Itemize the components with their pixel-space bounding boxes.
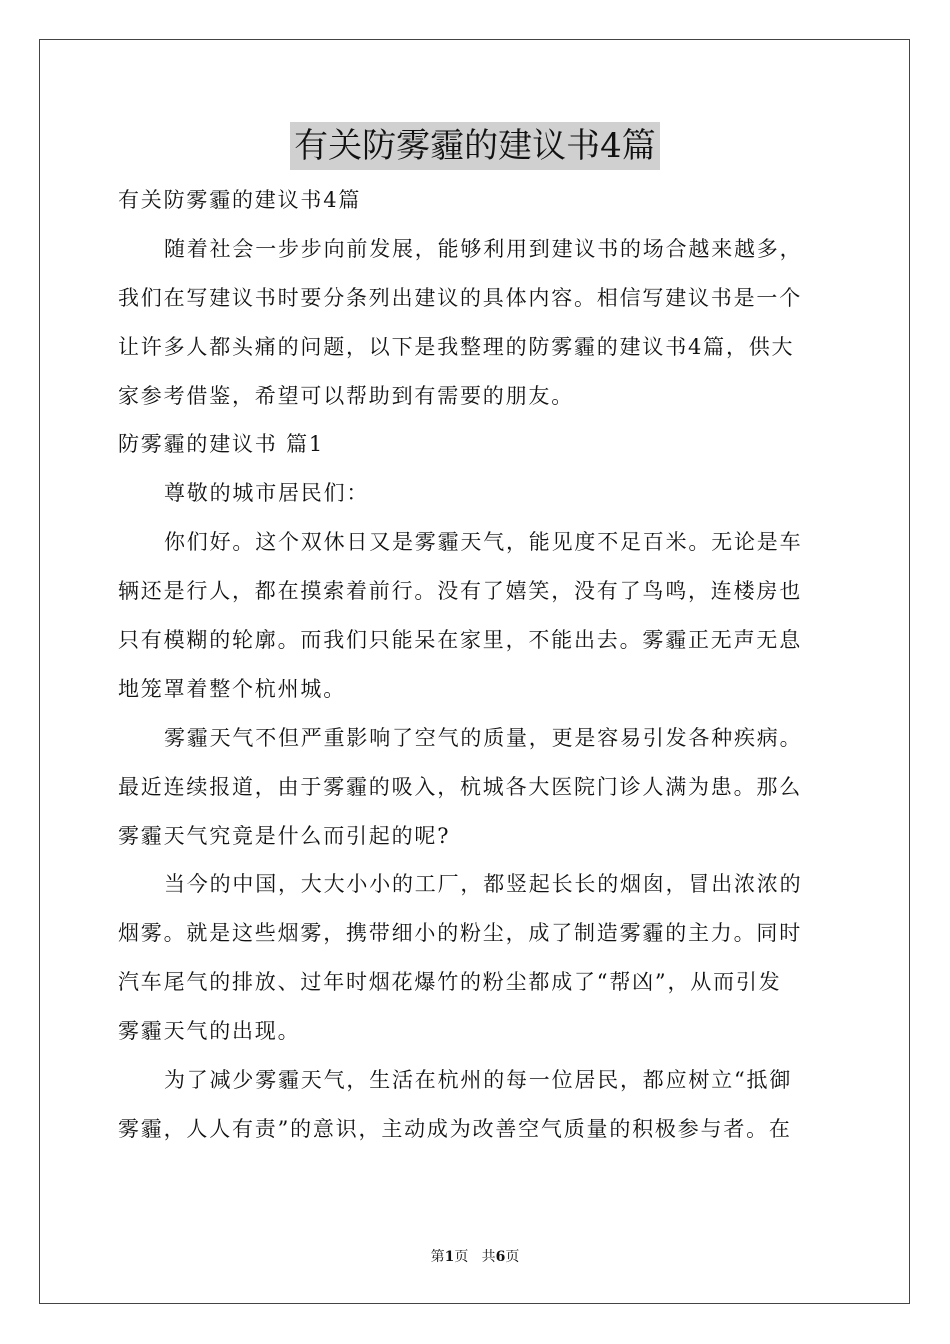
paragraph-line: 雾霾，人人有责”的意识，主动成为改善空气质量的积极参与者。在: [118, 1116, 792, 1141]
paragraph-line: 家参考借鉴，希望可以帮助到有需要的朋友。: [118, 383, 574, 408]
page-prefix: 第: [430, 1249, 445, 1265]
total-page-number: 6: [495, 1249, 506, 1265]
paragraph-line: 当今的中国，大大小小的工厂，都竖起长长的烟囱，冒出浓浓的: [164, 872, 803, 897]
paragraph-line: 只有模糊的轮廓。而我们只能呆在家里，不能出去。雾霾正无声无息: [118, 628, 802, 653]
page-suffix: 页: [454, 1249, 469, 1265]
current-page-number: 1: [444, 1249, 455, 1265]
paragraph-line: 地笼罩着整个杭州城。: [118, 676, 346, 701]
paragraph-line: 为了减少雾霾天气，生活在杭州的每一位居民，都应树立“抵御: [164, 1068, 793, 1093]
paragraph-line: 雾霾天气不但严重影响了空气的质量，更是容易引发各种疾病。: [164, 725, 803, 750]
paragraph-line: 烟雾。就是这些烟雾，携带细小的粉尘，成了制造雾霾的主力。同时: [118, 921, 802, 946]
paragraph-line: 汽车尾气的排放、过年时烟花爆竹的粉尘都成了“帮凶”，从而引发: [118, 970, 782, 995]
subtitle-line: 有关防雾霾的建议书4篇: [118, 188, 362, 212]
total-prefix: 共: [481, 1249, 496, 1265]
document-title: 有关防雾霾的建议书4篇: [290, 122, 660, 170]
paragraph-line: 雾霾天气的出现。: [118, 1019, 301, 1044]
page-footer: [0, 1248, 950, 1266]
paragraph-line: 你们好。这个双休日又是雾霾天气，能见度不足百米。无论是车: [164, 530, 803, 555]
section-heading: 防雾霾的建议书 篇1: [118, 432, 325, 457]
paragraph-line: 随着社会一步步向前发展，能够利用到建议书的场合越来越多，: [164, 236, 803, 261]
paragraph-line: 雾霾天气究竟是什么而引起的呢?: [118, 823, 451, 848]
paragraph-line: 最近连续报道，由于雾霾的吸入，杭城各大医院门诊人满为患。那么: [118, 774, 802, 799]
paragraph-line: 我们在写建议书时要分条列出建议的具体内容。相信写建议书是一个: [118, 285, 802, 310]
document-body: [118, 176, 836, 1154]
paragraph-line: 辆还是行人，都在摸索着前行。没有了嬉笑，没有了鸟鸣，连楼房也: [118, 579, 802, 604]
total-suffix: 页: [505, 1249, 520, 1265]
title-container: [0, 122, 950, 170]
paragraph-line: 让许多人都头痛的问题，以下是我整理的防雾霾的建议书4篇，供大: [118, 334, 795, 359]
salutation-line: 尊敬的城市居民们：: [164, 481, 370, 506]
